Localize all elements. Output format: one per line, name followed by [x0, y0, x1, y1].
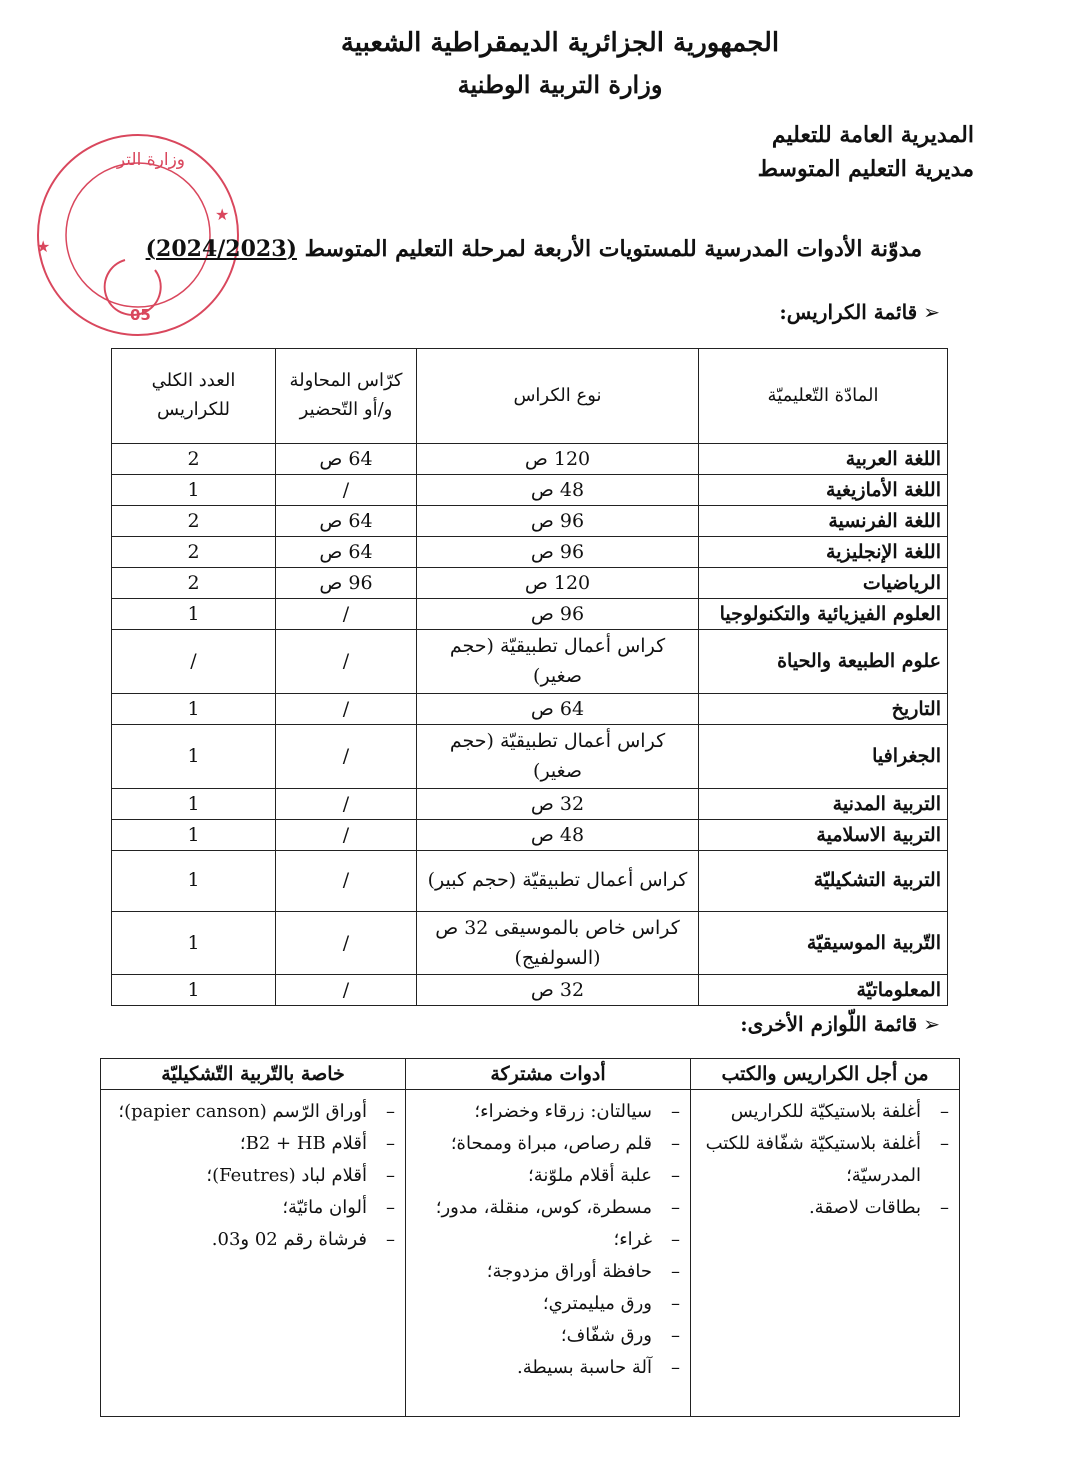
header-subject: المادّة التّعليميّة	[699, 349, 948, 444]
type-cell: 96 ص	[417, 537, 699, 568]
draft-cell: /	[276, 630, 417, 694]
list-item: – ورق شفّاف؛	[416, 1320, 680, 1352]
type-cell: كراس خاص بالموسيقى 32 ص (السولفيج)	[417, 911, 699, 975]
subject-cell: الرياضيات	[699, 568, 948, 599]
total-cell: /	[112, 630, 276, 694]
subject-cell: اللغة الفرنسية	[699, 506, 948, 537]
table-row	[112, 506, 948, 537]
list-item: – ألوان مائيّة؛	[111, 1192, 395, 1224]
total-cell: 2	[112, 506, 276, 537]
table-row	[112, 724, 948, 788]
table-row	[112, 444, 948, 475]
draft-cell: /	[276, 599, 417, 630]
subject-cell: العلوم الفيزيائية والتكنولوجيا	[699, 599, 948, 630]
total-cell: 1	[112, 819, 276, 850]
common-cell	[406, 1090, 691, 1417]
draft-cell: /	[276, 475, 417, 506]
supplies-table	[100, 1058, 960, 1417]
total-cell: 2	[112, 444, 276, 475]
subject-cell: الجغرافيا	[699, 724, 948, 788]
section-title-text: قائمة الكراريس:	[779, 300, 918, 324]
draft-cell: /	[276, 693, 417, 724]
total-cell: 1	[112, 724, 276, 788]
list-item: – أغلفة بلاستيكيّة شفّافة للكتب المدرسيّة؛	[701, 1128, 949, 1192]
list-item: – قلم رصاص، مبراة وممحاة؛	[416, 1128, 680, 1160]
title-text: مدوّنة الأدوات المدرسية للمستويات الأربعة لمرحلة التعليم المتوسط	[296, 236, 922, 262]
total-cell: 1	[112, 850, 276, 911]
table-row	[112, 568, 948, 599]
subject-cell: المعلوماتيّة	[699, 975, 948, 1006]
total-cell: 1	[112, 911, 276, 975]
total-cell: 1	[112, 475, 276, 506]
subject-cell: اللغة الأمازيغية	[699, 475, 948, 506]
subject-cell: التربية الاسلامية	[699, 819, 948, 850]
table-row	[112, 788, 948, 819]
table-row	[112, 537, 948, 568]
stamp-star-icon: ★	[215, 205, 230, 224]
table-header-row	[112, 349, 948, 444]
header-draft: كرّاس المحاولة و/أو التّحضير	[276, 349, 417, 444]
table-row	[112, 693, 948, 724]
table-row	[112, 475, 948, 506]
header-total: العدد الكلي للكراريس	[112, 349, 276, 444]
list-item: – غراء؛	[416, 1224, 680, 1256]
draft-cell: /	[276, 911, 417, 975]
directorate: مديرية التعليم المتوسط	[757, 156, 974, 182]
total-cell: 2	[112, 568, 276, 599]
table-row	[112, 975, 948, 1006]
list-item: – علبة أقلام ملوّنة؛	[416, 1160, 680, 1192]
type-cell: كراس أعمال تطبيقيّة (حجم صغير)	[417, 724, 699, 788]
table-row	[112, 630, 948, 694]
header-art: خاصة بالتّربية التّشكيليّة	[101, 1059, 406, 1090]
subject-cell: التربية المدنية	[699, 788, 948, 819]
subject-cell: التاريخ	[699, 693, 948, 724]
arrow-bullet-icon: ➢	[923, 300, 940, 324]
header-common: أدوات مشتركة	[406, 1059, 691, 1090]
header-type: نوع الكراس	[417, 349, 699, 444]
total-cell: 1	[112, 788, 276, 819]
type-cell: 120 ص	[417, 444, 699, 475]
list-item: – أقلام B2 + HB؛	[111, 1128, 395, 1160]
type-cell: 96 ص	[417, 506, 699, 537]
list-item: – أوراق الرّسم (papier canson)؛	[111, 1096, 395, 1128]
document-title	[146, 236, 922, 262]
draft-cell: 64 ص	[276, 537, 417, 568]
type-cell: 120 ص	[417, 568, 699, 599]
table-row	[112, 819, 948, 850]
total-cell: 2	[112, 537, 276, 568]
type-cell: كراس أعمال تطبيقيّة (حجم صغير)	[417, 630, 699, 694]
list-item: – أغلفة بلاستيكيّة للكراريس	[701, 1096, 949, 1128]
type-cell: 64 ص	[417, 693, 699, 724]
type-cell: 48 ص	[417, 475, 699, 506]
table-header-row	[101, 1059, 960, 1090]
subject-cell: التّربية الموسيقيّة	[699, 911, 948, 975]
supplies-row	[101, 1090, 960, 1417]
draft-cell: 64 ص	[276, 444, 417, 475]
republic-header: الجمهورية الجزائرية الديمقراطية الشعبية	[340, 28, 780, 58]
table-row	[112, 911, 948, 975]
notebooks-table	[111, 348, 948, 1006]
draft-cell: /	[276, 724, 417, 788]
list-item: – حافظة أوراق مزدوجة؛	[416, 1256, 680, 1288]
draft-cell: /	[276, 975, 417, 1006]
list-item: – فرشاة رقم 02 و03.	[111, 1224, 395, 1256]
art-cell	[101, 1090, 406, 1417]
table-row	[112, 850, 948, 911]
section-title-text: قائمة اللّوازم الأخرى:	[740, 1012, 918, 1036]
total-cell: 1	[112, 975, 276, 1006]
stamp-star-icon: ★	[36, 237, 51, 256]
arrow-bullet-icon: ➢	[923, 1012, 940, 1036]
list-item: – سيالتان: زرقاء وخضراء؛	[416, 1096, 680, 1128]
type-cell: 32 ص	[417, 788, 699, 819]
subject-cell: علوم الطبيعة والحياة	[699, 630, 948, 694]
list-item: – آلة حاسبة بسيطة.	[416, 1352, 680, 1384]
subject-cell: اللغة الإنجليزية	[699, 537, 948, 568]
list-item: – بطاقات لاصقة.	[701, 1192, 949, 1224]
list-item: – مسطرة، كوس، منقلة، مدور؛	[416, 1192, 680, 1224]
directorate-general: المديرية العامة للتعليم	[771, 122, 974, 148]
books-cell	[691, 1090, 960, 1417]
header-books: من أجل الكراريس والكتب	[691, 1059, 960, 1090]
section-notebooks-title	[779, 300, 940, 324]
draft-cell: /	[276, 850, 417, 911]
draft-cell: 96 ص	[276, 568, 417, 599]
total-cell: 1	[112, 599, 276, 630]
type-cell: 32 ص	[417, 975, 699, 1006]
draft-cell: /	[276, 788, 417, 819]
list-item: – أقلام لباد (Feutres)؛	[111, 1160, 395, 1192]
stamp-number: 05	[130, 306, 151, 324]
subject-cell: اللغة العربية	[699, 444, 948, 475]
stamp-text: وزارة التر	[116, 150, 185, 170]
draft-cell: /	[276, 819, 417, 850]
list-item: – ورق ميليمتري؛	[416, 1288, 680, 1320]
official-stamp	[20, 120, 240, 340]
section-supplies-title	[740, 1012, 940, 1036]
draft-cell: 64 ص	[276, 506, 417, 537]
type-cell: كراس أعمال تطبيقيّة (حجم كبير)	[417, 850, 699, 911]
type-cell: 96 ص	[417, 599, 699, 630]
type-cell: 48 ص	[417, 819, 699, 850]
ministry-header: وزارة التربية الوطنية	[457, 70, 663, 99]
title-year: (2024/2023)	[145, 236, 297, 262]
table-row	[112, 599, 948, 630]
total-cell: 1	[112, 693, 276, 724]
subject-cell: التربية التشكيليّة	[699, 850, 948, 911]
